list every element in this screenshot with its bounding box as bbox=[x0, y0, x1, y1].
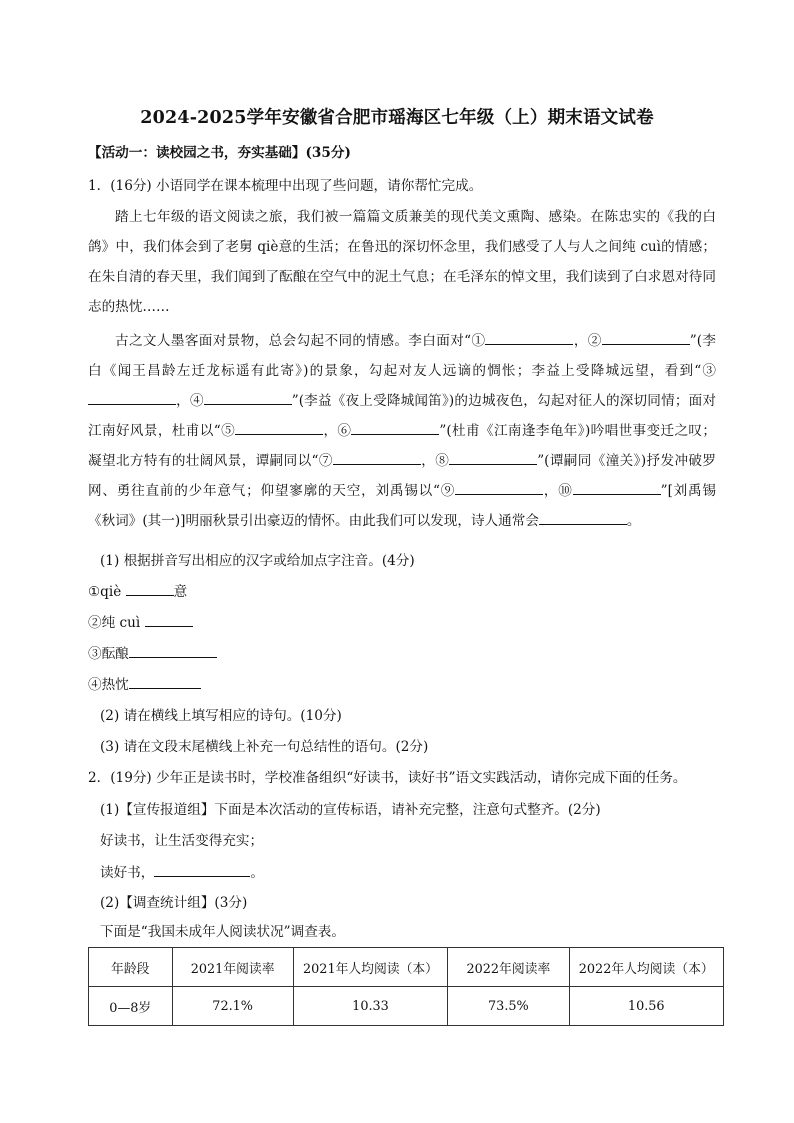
pinyin-item-4: ④热忱 bbox=[88, 674, 201, 695]
answer-blank[interactable] bbox=[235, 420, 323, 435]
passage-paragraph-2: 古之文人墨客面对景物，总会勾起不同的情感。李白面对“① ，② ”(李白《闻王昌龄左迁龙标遥有此寄》)的景象，勾起对友人远谪的惆怅；李益上受降城远望，看到“③，④ ”(李益《夜上受降城闻笛》)的边城夜色，勾起对征人的深切同情；面对江南好风景，杜甫以“⑤ ，⑥ ”(杜甫《江南逢李龟年》)吟唱世事变迁之叹；凝望北方特有的壮阔风景，谭嗣同以“⑦ ，⑧ ”(谭嗣同《潼关》)抒发冲破罗网、勇往直前的少年意气；仰望寥廓的天空，刘禹锡以“⑨ ，⑩ ”[刘禹锡《秋词》(其一)]明丽秋景引出豪迈的情怀。由此我们可以发现，诗人通常会 。 bbox=[88, 326, 716, 536]
table-cell: 72.1% bbox=[172, 987, 293, 1026]
answer-blank[interactable] bbox=[485, 330, 573, 345]
sub-question-1-1: (1) 根据拼音写出相应的汉字或给加点字注音。(4分) bbox=[100, 553, 415, 569]
table-cell: 0—8岁 bbox=[89, 987, 173, 1026]
pinyin-item-3: ③酝酿 bbox=[88, 643, 217, 664]
answer-blank[interactable] bbox=[539, 510, 627, 525]
table-header-cell: 2021年人均阅读（本） bbox=[293, 948, 447, 987]
answer-blank[interactable] bbox=[333, 450, 421, 465]
question-1-stem: 1．(16分) 小语同学在课本梳理中出现了些问题，请你帮忙完成。 bbox=[88, 178, 483, 194]
sub-question-1-2: (2) 请在横线上填写相应的诗句。(10分) bbox=[100, 708, 342, 724]
answer-blank[interactable] bbox=[204, 390, 292, 405]
table-header-cell: 2022年人均阅读（本） bbox=[569, 948, 724, 987]
table-header-cell: 2022年阅读率 bbox=[448, 948, 569, 987]
answer-blank[interactable] bbox=[129, 643, 217, 658]
table-cell: 73.5% bbox=[448, 987, 569, 1026]
section-heading: 【活动一：读校园之书，夯实基础】(35分) bbox=[88, 145, 351, 161]
table-header-row bbox=[89, 948, 724, 987]
table-intro: 下面是“我国未成年人阅读状况”调查表。 bbox=[100, 924, 345, 940]
answer-blank[interactable] bbox=[455, 480, 543, 495]
table-header-cell: 年龄段 bbox=[89, 948, 173, 987]
passage-paragraph-1: 踏上七年级的语文阅读之旅，我们被一篇篇文质兼美的现代美文熏陶、感染。在陈忠实的《我的白鸽》中，我们体会到了老舅 qiè意的生活；在鲁迅的深切怀念里，我们感受了人与人之间纯 cuì的情感；在朱自清的春天里，我们闻到了酝酿在空气中的泥土气息；在毛泽东的悼文里，我们读到了白求恩对待同志的热忱…… bbox=[88, 209, 716, 315]
answer-blank[interactable] bbox=[449, 450, 537, 465]
answer-blank[interactable] bbox=[351, 420, 439, 435]
answer-blank[interactable] bbox=[145, 612, 193, 627]
table-cell: 10.56 bbox=[569, 987, 724, 1026]
answer-blank[interactable] bbox=[573, 480, 661, 495]
answer-blank[interactable] bbox=[126, 581, 174, 596]
sub-question-2-2: (2)【调查统计组】(3分) bbox=[100, 895, 248, 911]
answer-blank[interactable] bbox=[602, 330, 690, 345]
table-row bbox=[89, 987, 724, 1026]
sub-question-1-3: (3) 请在文段末尾横线上补充一句总结性的语句。(2分) bbox=[100, 739, 429, 755]
pinyin-item-2: ②纯 cuì bbox=[88, 612, 193, 633]
table-cell: 10.33 bbox=[293, 987, 447, 1026]
answer-blank[interactable] bbox=[88, 390, 176, 405]
slogan-line-2: 读好书， 。 bbox=[100, 862, 264, 883]
pinyin-item-1: ①qiè 意 bbox=[88, 581, 187, 602]
survey-table bbox=[88, 947, 724, 1026]
answer-blank[interactable] bbox=[154, 862, 250, 877]
question-2-stem: 2．(19分) 少年正是读书时，学校准备组织“好读书，读好书”语文实践活动，请你完成下面的任务。 bbox=[88, 770, 687, 786]
slogan-line-1: 好读书，让生活变得充实； bbox=[100, 833, 264, 849]
page-title: 2024-2025学年安徽省合肥市瑶海区七年级（上）期末语文试卷 bbox=[140, 108, 654, 128]
table-header-cell: 2021年阅读率 bbox=[172, 948, 293, 987]
answer-blank[interactable] bbox=[129, 674, 201, 689]
sub-question-2-1: (1)【宣传报道组】下面是本次活动的宣传标语，请补充完整，注意句式整齐。(2分) bbox=[100, 802, 601, 818]
